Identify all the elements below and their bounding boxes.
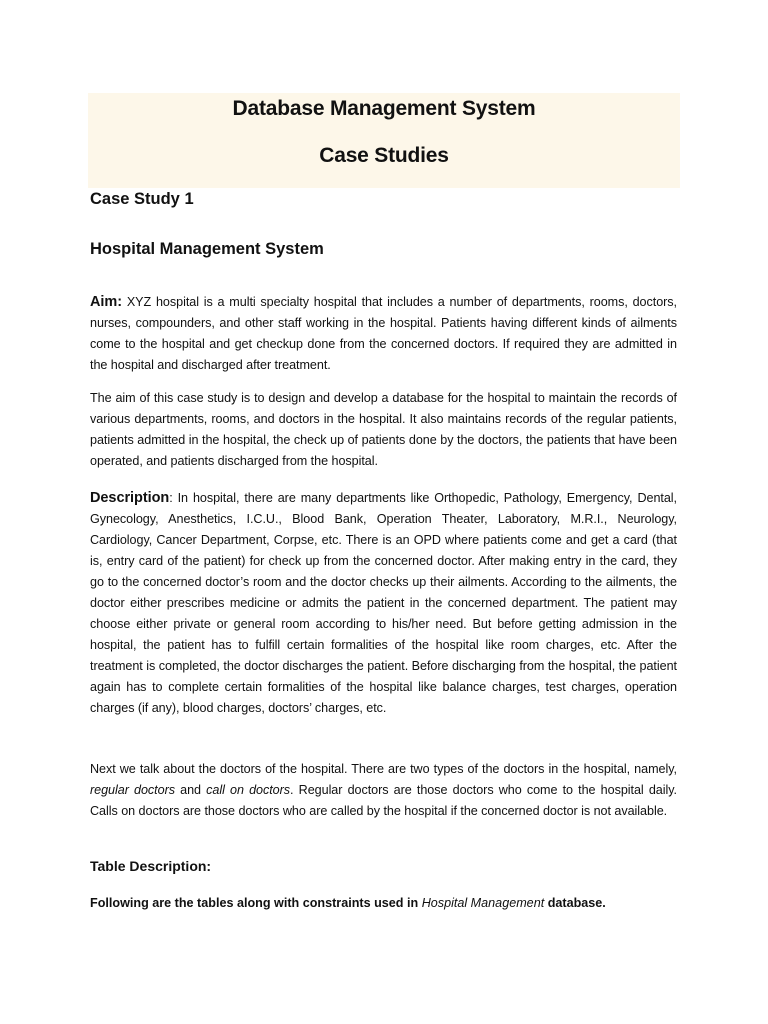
case-study-heading: Case Study 1 [90,190,194,208]
document-title: Database Management System [232,97,536,120]
document-subtitle: Case Studies [319,144,449,167]
title-box [88,93,680,188]
description-text: In hospital, there are many departments like Orthopedic, Pathology, Emergency, Dental, Gynecology, Anesthetics, I.C.U., Blood Bank, Operation Theater, Laboratory, M.R.I., Neurology, Cardiology, Cancer Department, Corpse, etc. There is an OPD where patients come and get a card (that is, entry card of the patient) for check up from the concerned doctor. After making entry in the card, they go to the concerned doctor’s room and the doctor checks up their ailments. According to the ailments, the doctor either prescribes medicine or admits the patient in the concerned department. The patient may choose either private or general room according to his/her need. But before getting admission in the hospital, the patient has to fulfill certain formalities of the hospital like room charges, etc. After the treatment is completed, the doctor discharges the patient. Before discharging from the hospital, the patient again has to complete certain formalities of the hospital like balance charges, test charges, operation charges (if any), blood charges, doctors’ charges, etc. [90,491,677,715]
aim-paragraph [90,292,677,376]
aim-label: Aim: [90,294,123,310]
call-on-doctors-term: call on doctors [206,783,291,797]
following-text-1: Following are the tables along with constraints used in [90,896,422,910]
aim-paragraph-2: The aim of this case study is to design and develop a database for the hospital to maintain the records of various departments, rooms, and doctors in the hospital. It also maintains records of the regular patients, patients admitted in the hospital, the check up of patients done by the doctors, the patients that have been operated, and patients discharged from the hospital. [90,391,677,468]
table-description-heading: Table Description: [90,858,212,874]
doctors-paragraph [90,759,677,822]
description-label: Description [90,490,170,506]
doctors-text-2: . Regular doctors are those doctors who come to the hospital daily. Calls on doctors are those doctors who are called by the hospital if the concerned doctor is not available. [90,783,678,818]
aim-text: XYZ hospital is a multi specialty hospital that includes a number of departments, rooms, doctors, nurses, compounders, and other staff working in the hospital. Patients having different kinds of ailments come to the hospital and get checkup done from the concerned doctors. If required they are admitted in the hospital and discharged after treatment. [90,295,677,372]
system-heading: Hospital Management System [90,240,324,258]
description-colon: : [169,491,173,505]
following-text-2: database. [544,896,606,910]
regular-doctors-term: regular doctors [90,783,175,797]
doctors-and: and [174,783,207,797]
doctors-text-1: Next we talk about the doctors of the hospital. There are two types of the doctors in the hospital, namely, [90,762,677,776]
following-paragraph [90,896,606,910]
description-paragraph [90,488,677,719]
database-name: Hospital Management [421,896,545,910]
